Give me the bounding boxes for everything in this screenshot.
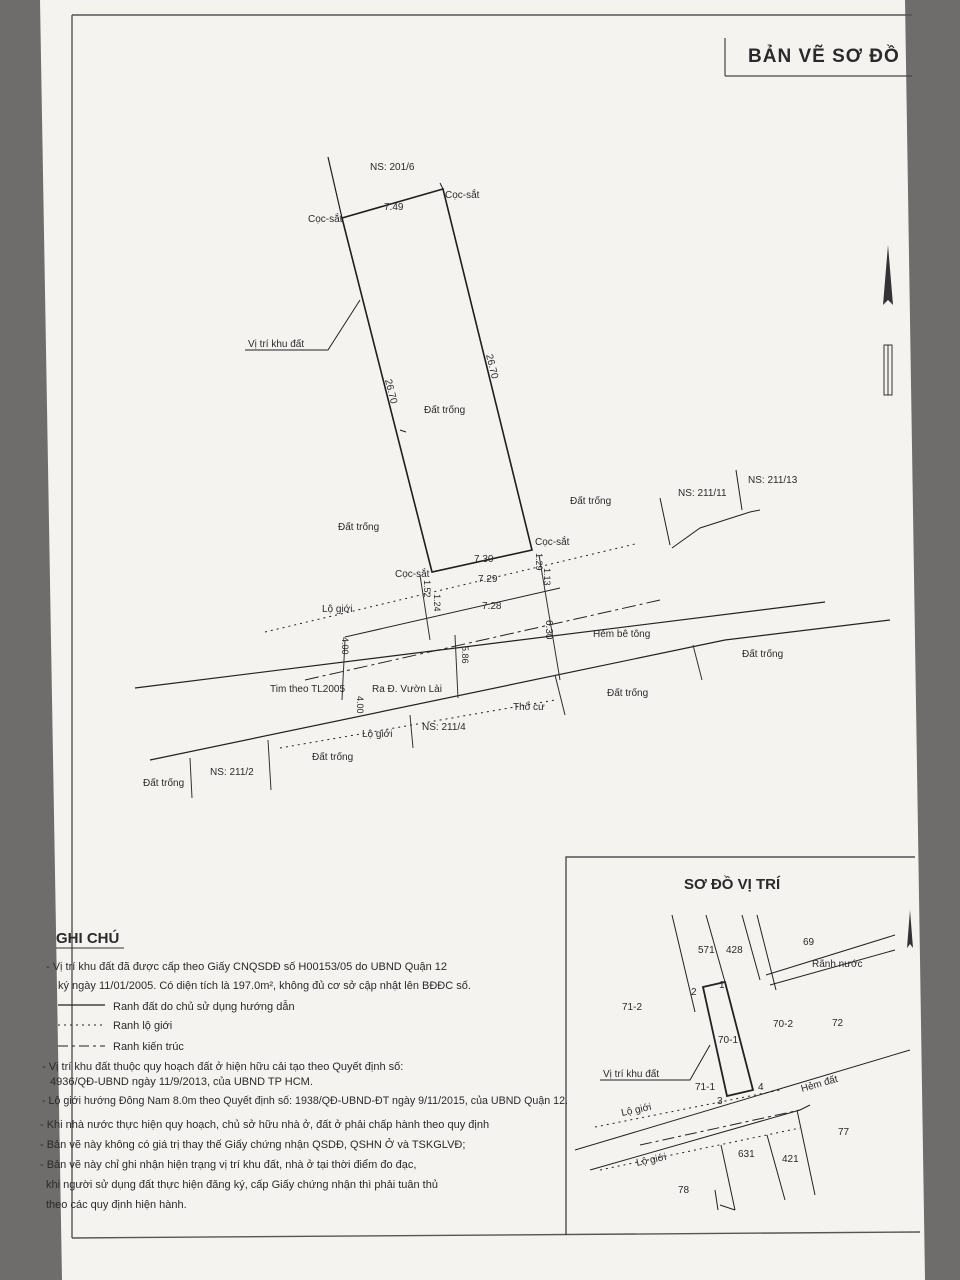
ra-duong-vuon-lai: Ra Đ. Vườn Lài bbox=[372, 684, 442, 695]
lm-pt2: 2 bbox=[691, 987, 697, 998]
legend-1: Ranh đất do chủ sử dụng hướng dẫn bbox=[113, 1001, 295, 1013]
lm-78: 78 bbox=[678, 1185, 690, 1196]
notes-heading: GHI CHÚ bbox=[56, 930, 120, 947]
dim-113: 1.13 bbox=[542, 568, 552, 586]
lm-631: 631 bbox=[738, 1149, 755, 1160]
lm-lo-gioi-top: Lộ giới bbox=[620, 1101, 653, 1119]
legend-3: Ranh kiến trúc bbox=[113, 1041, 184, 1053]
land-below-right: Đất trống bbox=[607, 688, 649, 699]
note-line-2: ký ngày 11/01/2005. Có diện tích là 197.0m², không đủ cơ sở cập nhật lên BĐĐC số. bbox=[58, 980, 471, 992]
lo-gioi-bottom: Lộ giới bbox=[362, 729, 393, 740]
dim-400-upper: 4.00 bbox=[340, 637, 350, 655]
dim-630: 6.30 bbox=[543, 620, 554, 640]
dim-124: 1.24 bbox=[432, 594, 442, 612]
note-line-1: - Vị trí khu đất đã được cấp theo Giấy CNQSDĐ số H00153/05 do UBND Quận 12 bbox=[46, 961, 447, 973]
neighbor-201-6: NS: 201/6 bbox=[370, 162, 415, 173]
tim-theo-tl2005: Tim theo TL2005 bbox=[270, 684, 346, 695]
land-right-mid: Đất trống bbox=[742, 649, 784, 660]
lm-71-2: 71-2 bbox=[622, 1002, 643, 1013]
lm-71-1: 71-1 bbox=[695, 1082, 716, 1093]
lm-ranh-nuoc: Rãnh nước bbox=[812, 959, 863, 970]
lm-site-label: Vị trí khu đất bbox=[603, 1069, 660, 1080]
dim-left-side: 26.70 bbox=[382, 378, 399, 406]
dim-729: 7.29 bbox=[478, 574, 498, 585]
dim-top: 7.49 bbox=[384, 202, 404, 213]
lm-70-2: 70-2 bbox=[773, 1019, 794, 1030]
note-line-4: 4936/QĐ-UBND ngày 11/9/2013, của UBND TP HCM. bbox=[50, 1076, 313, 1088]
lm-pt1: 1 bbox=[719, 980, 725, 991]
dim-400-lower: 4.00 bbox=[355, 696, 365, 714]
hem-be-tong: Hẻm bê tông bbox=[593, 629, 651, 640]
dim-bottom: 7.30 bbox=[474, 554, 494, 565]
neighbor-211-13: NS: 211/13 bbox=[748, 475, 798, 486]
dim-152: 1.52 bbox=[422, 580, 432, 598]
land-below-mid: Đất trống bbox=[312, 752, 354, 763]
location-map-title: SƠ ĐỒ VỊ TRÍ bbox=[684, 876, 781, 893]
legend-2: Ranh lộ giới bbox=[113, 1020, 173, 1032]
note-line-5: - Lộ giới hướng Đông Nam 8.0m theo Quyết định số: 1938/QĐ-UBND-ĐT ngày 9/11/2015, của UBND Quận 12. bbox=[42, 1095, 568, 1107]
dim-right-side: 26.70 bbox=[483, 353, 500, 381]
lm-571: 571 bbox=[698, 945, 715, 956]
lm-70-1: 70-1 bbox=[718, 1035, 739, 1046]
dim-586: 5.86 bbox=[460, 646, 470, 664]
lm-421: 421 bbox=[782, 1154, 799, 1165]
neighbor-211-2: NS: 211/2 bbox=[210, 767, 254, 778]
neighbor-211-4: NS: 211/4 bbox=[422, 722, 466, 733]
lm-hem-dat: Hẻm đất bbox=[799, 1073, 840, 1095]
dim-129: 1.29 bbox=[534, 553, 544, 571]
marker-bottom-right: Cọc-sắt bbox=[535, 537, 570, 548]
neighbor-211-11: NS: 211/11 bbox=[678, 488, 727, 499]
lm-pt3: 3 bbox=[717, 1096, 723, 1107]
marker-top-left: Cọc-sắt bbox=[308, 214, 343, 225]
note-line-9: khi người sử dụng đất thực hiện đăng ký, cấp Giấy chứng nhận thì phải tuân thủ bbox=[46, 1179, 438, 1191]
marker-bottom-left: Cọc-sắt bbox=[395, 569, 430, 580]
land-right-top: Đất trống bbox=[570, 496, 612, 507]
lo-gioi-top: Lộ giới bbox=[322, 604, 353, 615]
lm-69: 69 bbox=[803, 937, 815, 948]
note-line-10: theo các quy định hiện hành. bbox=[46, 1199, 187, 1211]
land-below-left: Đất trống bbox=[143, 778, 185, 789]
site-location-label: Vị trí khu đất bbox=[248, 339, 305, 350]
note-line-8: - Bản vẽ này chỉ ghi nhận hiện trạng vị trí khu đất, nhà ở tại thời điểm đo đạc, bbox=[40, 1159, 417, 1171]
lm-72: 72 bbox=[832, 1018, 844, 1029]
note-line-3: - Vị trí khu đất thuộc quy hoạch đất ở hiện hữu cải tạo theo Quyết định số: bbox=[42, 1061, 404, 1073]
lm-77: 77 bbox=[838, 1127, 850, 1138]
dim-728: 7.28 bbox=[482, 601, 502, 612]
sheet-title: BẢN VẼ SƠ ĐỒ bbox=[748, 46, 900, 67]
land-inside-parcel: Đất trống bbox=[424, 405, 466, 416]
lm-pt4: 4 bbox=[758, 1082, 764, 1093]
lm-428: 428 bbox=[726, 945, 743, 956]
tho-cu: Thổ cư bbox=[513, 702, 545, 713]
land-left: Đất trống bbox=[338, 522, 380, 533]
note-line-6: - Khi nhà nước thực hiện quy hoạch, chủ sở hữu nhà ở, đất ở phải chấp hành theo quy định bbox=[40, 1119, 490, 1131]
marker-top-right: Cọc-sắt bbox=[445, 190, 480, 201]
lm-lo-gioi-bottom: Lộ giới bbox=[635, 1151, 668, 1169]
note-line-7: - Bản vẽ này không có giá trị thay thế Giấy chứng nhận QSDĐ, QSHN Ở và TSKGLVĐ; bbox=[40, 1139, 466, 1151]
